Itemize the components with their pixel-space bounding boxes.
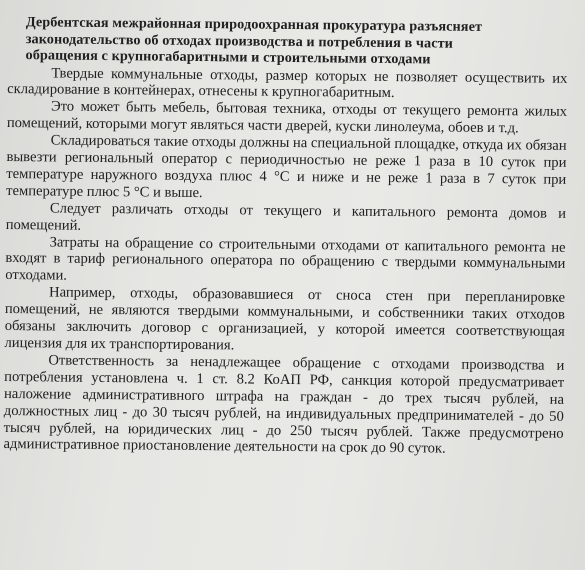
paragraph-4: Следует различать отходы от текущего и капитального ремонта домов и помещений. — [5, 200, 567, 234]
title-line-1: Дербентская межрайонная природоохранная прокуратура разъясняет — [25, 14, 483, 35]
paragraph-7: Ответственность за ненадлежащее обращение с отходами производства и потребления установлена ч. 1 ст. 8.2 КоАП РФ, санкция которой предусматривает наложение административного штрафа на граждан - до трех тысяч рублей, на должностных лиц - до 30 тысяч рублей, на индивидуальных предпринимателей - до 50 тысяч рублей, на юридических лиц - до 250 тысяч рублей. Также предусмотрено административное приостановление деятельности на срок до 90 суток. — [3, 352, 565, 458]
paragraph-3: Складироваться такие отходы должны на специальной площадке, откуда их обязан вывезти региональный оператор с периодичностью не реже 1 раза в 10 суток при температуре наружного воздуха плюс 4 °С и ниже и не реже 1 раза в 7 суток при температуре плюс 5 °С и выше. — [6, 132, 567, 201]
document-body — [3, 14, 568, 459]
paragraph-1: Твердые коммунальные отходы, размер которых не позволяет осуществить их складирование в контейнерах, отнесены к крупногабаритным. — [7, 64, 568, 102]
paragraph-2: Это может быть мебель, бытовая техника, отходы от текущего ремонта жилых помещений, которыми могут являться части дверей, куски линолеума, обоев и т.д. — [6, 98, 568, 137]
paragraph-5: Затраты на обращение со строительными отходами от капитального ремонта не входят в тариф регионального оператора по обращению с твердыми коммунальными отходами. — [5, 234, 566, 285]
paragraph-6: Например, отходы, образовавшиеся от сноса стен при перепланировке помещений, не являются твердыми коммунальными, и собственники таких отходов обязаны заключить договор с организацией, у которой имеется соответствующая лицензия для их транспортирования. — [4, 284, 566, 354]
title-line-2: законодательство об отходах производства и потребления в части — [25, 30, 454, 52]
document-title — [25, 14, 567, 69]
title-line-3: обращения с крупногабаритными и строительными отходами — [25, 47, 431, 68]
